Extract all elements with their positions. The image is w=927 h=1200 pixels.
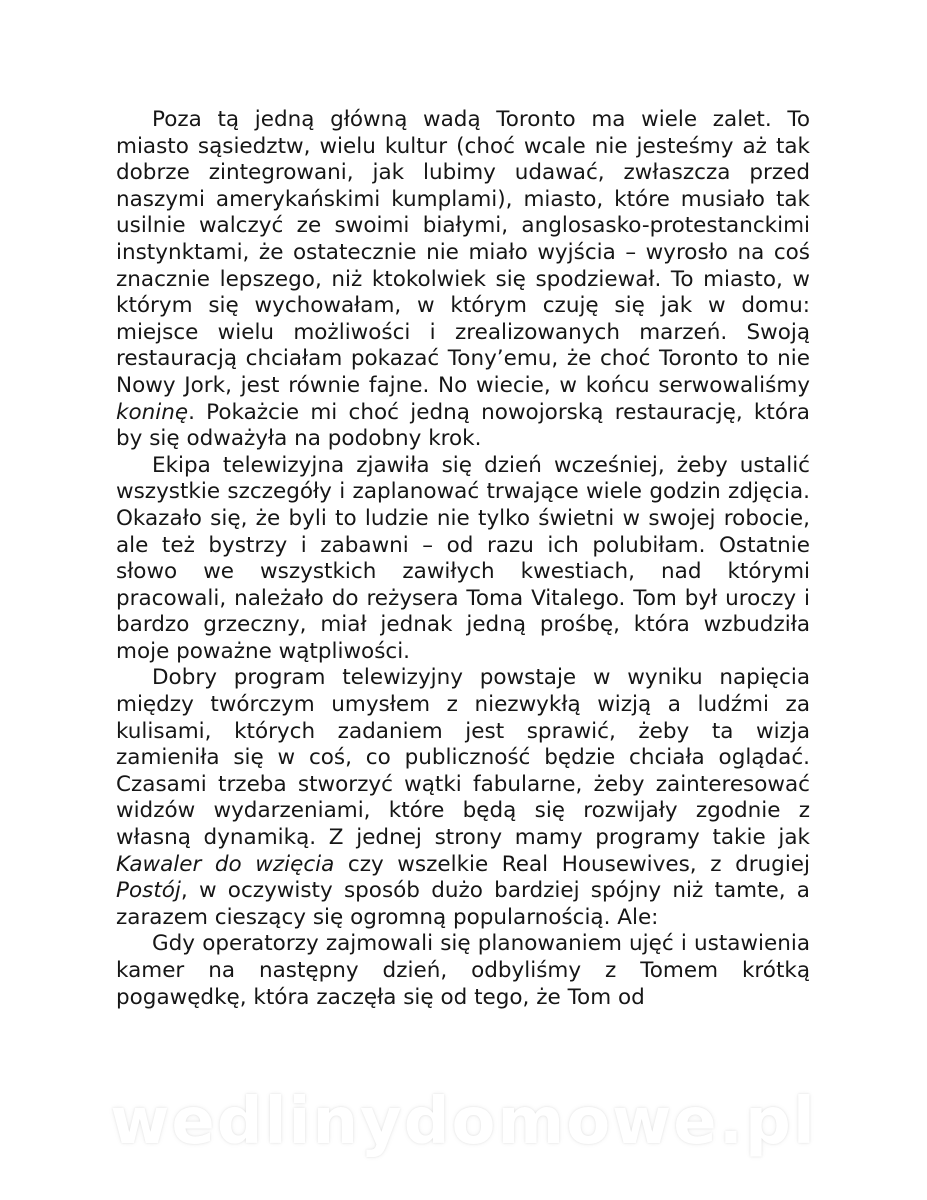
paragraph-1-text-end: . Pokażcie mi choć jedną nowojorską restaurację, która by się odważyła na podobny krok. bbox=[116, 399, 810, 452]
paragraph-2-text: Ekipa telewizyjna zjawiła się dzień wcześniej, żeby ustalić wszystkie szczegóły i zaplanować trwające wiele godzin zdjęcia. Okazało się, że byli to ludzie nie tylko świetni w swojej robocie, ale też bystrzy i zabawni – od razu ich polubiłam. Ostatnie słowo we wszystkich zawiłych kwestiach, nad którymi pracowali, należało do reżysera Toma Vitalego. Tom był uroczy i bardzo grzeczny, miał jednak jedną prośbę, która wzbudziła moje poważne wątpliwości. bbox=[116, 452, 810, 664]
page-body bbox=[116, 107, 810, 1011]
paragraph-3 bbox=[116, 665, 810, 931]
paragraph-4 bbox=[116, 931, 810, 1011]
paragraph-1-text: Poza tą jedną główną wadą Toronto ma wiele zalet. To miasto sąsiedztw, wielu kultur (choć wcale nie jesteśmy aż tak dobrze zintegrowani, jak lubimy udawać, zwłaszcza przed naszymi amerykańskimi kumplami), miasto, które musiało tak usilnie walczyć ze swoimi białymi, anglosasko-protestanckimi instynktami, że ostatecznie nie miało wyjścia – wyrosło na coś znacznie lepszego, niż ktokolwiek się spodziewał. To miasto, w którym się wychowałam, w którym czuję się jak w domu: miejsce wielu możliwości i zrealizowanych marzeń. Swoją restauracją chciałam pokazać Tony’emu, że choć Toronto to nie Nowy Jork, jest równie fajne. No wiecie, w końcu serwowaliśmy bbox=[116, 107, 810, 398]
paragraph-1 bbox=[116, 107, 810, 453]
paragraph-4-text: Gdy operatorzy zajmowali się planowaniem ujęć i ustawienia kamer na następny dzień, odbyliśmy z Tomem krótką pogawędkę, która zaczęła się od tego, że Tom od bbox=[116, 931, 810, 1010]
paragraph-3-text: Dobry program telewizyjny powstaje w wyniku napięcia między twórczym umysłem z niezwykłą wizją a ludźmi za kulisami, których zadaniem jest sprawić, żeby ta wizja zamieniła się w coś, co publiczność będzie chciała oglądać. Czasami trzeba stworzyć wątki fabularne, żeby zainteresować widzów wydarzeniami, które będą się rozwijały zgodnie z własną dynamiką. Z jednej strony mamy programy takie jak bbox=[116, 665, 810, 851]
paragraph-3-text-mid: czy wszelkie Real Housewives, z drugiej bbox=[334, 851, 811, 877]
paragraph-3-italic-title-1: Kawaler do wzięcia bbox=[116, 851, 335, 877]
paragraph-2 bbox=[116, 453, 810, 666]
paragraph-3-italic-title-2: Postój bbox=[116, 878, 181, 904]
paragraph-3-text-end: , w oczywisty sposób dużo bardziej spójny niż tamte, a zarazem cieszący się ogromną popularnością. Ale: bbox=[116, 878, 810, 930]
paragraph-1-italic-konine: koninę bbox=[116, 399, 189, 425]
watermark: wedlinydomowe.pl bbox=[110, 1085, 817, 1159]
